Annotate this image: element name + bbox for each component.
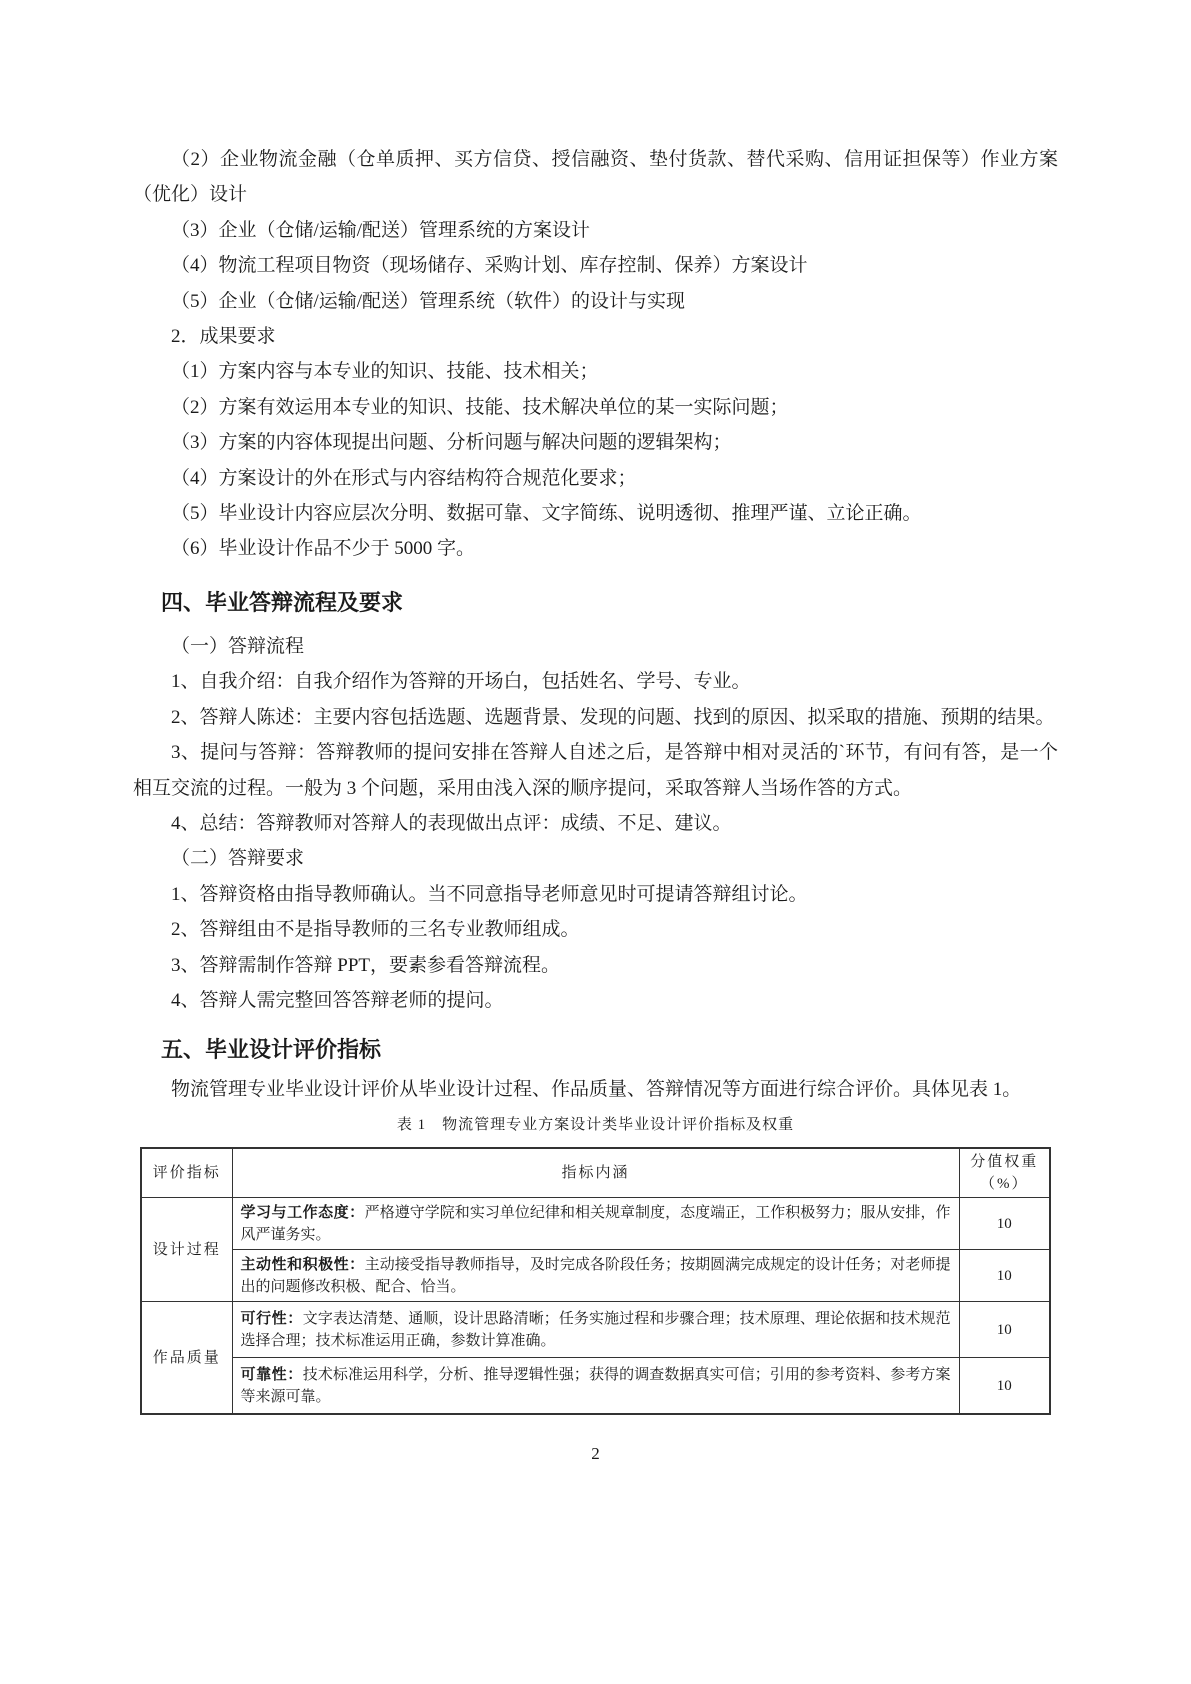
paragraph: 4、总结：答辩教师对答辩人的表现做出点评：成绩、不足、建议。 [171,812,732,834]
indicator-text: 主动接受指导教师指导，及时完成各阶段任务；按期圆满完成规定的设计任务；对老师提出的问题修改积极、配合、恰当。 [240,1256,951,1295]
section-heading-four: 四、毕业答辩流程及要求 [161,589,404,615]
table-header-row [141,1148,1050,1198]
paragraph: （4）物流工程项目物资（现场储存、采购计划、库存控制、保养）方案设计 [171,255,808,277]
table-cell-weight: 10 [959,1302,1050,1358]
table-cell-weight: 10 [959,1250,1050,1302]
table-cell-weight: 10 [959,1358,1050,1414]
paragraph: （一）答辩流程 [171,635,305,657]
document-content [133,142,1058,1466]
table-header-content: 指标内涵 [232,1148,959,1198]
paragraph: 4、答辩人需完整回答答辩老师的提问。 [171,989,504,1011]
paragraph: （3）企业（仓储/运输/配送）管理系统的方案设计 [171,219,591,241]
table-row [141,1358,1050,1414]
paragraph: 1、自我介绍：自我介绍作为答辩的开场白，包括姓名、学号、专业。 [171,671,751,693]
paragraph: 2．成果要求 [171,326,276,348]
table-header-weight [959,1148,1050,1198]
paragraph: （5）毕业设计内容应层次分明、数据可靠、文字简练、说明透彻、推理严谨、立论正确。 [171,503,922,525]
table-cell-indicator [232,1358,959,1414]
paragraph: 1、答辩资格由指导教师确认。当不同意指导老师意见时可提请答辩组讨论。 [171,883,808,905]
paragraph: （4）方案设计的外在形式与内容结构符合规范化要求； [171,467,637,489]
evaluation-table [140,1147,1051,1415]
paragraph: 2、答辩人陈述：主要内容包括选题、选题背景、发现的问题、找到的原因、拟采取的措施、预期的结果。 [171,706,1055,728]
indicator-label: 可行性： [240,1309,303,1327]
table-cell-indicator [232,1302,959,1358]
table-header-weight-line2: （%） [980,1176,1029,1192]
paragraph: （2）企业物流金融（仓单质押、买方信贷、授信融资、垫付货款、替代采购、信用证担保等）作业方案（优化）设计 [133,149,1058,206]
table-caption: 表 1 物流管理专业方案设计类毕业设计评价指标及权重 [396,1116,795,1133]
indicator-label: 主动性和积极性： [240,1255,365,1273]
table-cell-indicator [232,1250,959,1302]
table-cell-weight: 10 [959,1198,1050,1250]
paragraph: （1）方案内容与本专业的知识、技能、技术相关； [171,361,599,383]
paragraph: 物流管理专业毕业设计评价从毕业设计过程、作品质量、答辩情况等方面进行综合评价。具体见表 1。 [171,1079,1022,1101]
section-heading-five: 五、毕业设计评价指标 [161,1037,382,1063]
table-group-work-quality: 作品质量 [141,1302,232,1414]
paragraph: （6）毕业设计作品不少于 5000 字。 [171,538,476,560]
indicator-label: 学习与工作态度： [240,1203,365,1221]
table-cell-indicator [232,1198,959,1250]
table-header-criteria: 评价指标 [141,1148,232,1198]
paragraph: 3、提问与答辩：答辩教师的提问安排在答辩人自述之后，是答辩中相对灵活的`环节，有问有答，是一个相互交流的过程。一般为 3 个问题，采用由浅入深的顺序提问，采取答辩人当场作答的方式。 [133,742,1058,799]
paragraph: （3）方案的内容体现提出问题、分析问题与解决问题的逻辑架构； [171,432,732,454]
paragraph: （5）企业（仓储/运输/配送）管理系统（软件）的设计与实现 [171,290,686,312]
table-row [141,1302,1050,1358]
indicator-text: 技术标准运用科学，分析、推导逻辑性强；获得的调查数据真实可信；引用的参考资料、参考方案等来源可靠。 [240,1366,951,1405]
table-row [141,1250,1050,1302]
table-header-weight-line1: 分值权重 [970,1154,1039,1170]
paragraph: （二）答辩要求 [171,848,305,870]
page-number: 2 [591,1443,600,1463]
table-row [141,1198,1050,1250]
paragraph: （2）方案有效运用本专业的知识、技能、技术解决单位的某一实际问题； [171,396,789,418]
indicator-text: 严格遵守学院和实习单位纪律和相关规章制度，态度端正，工作积极努力；服从安排，作风严谨务实。 [240,1204,951,1243]
table-group-design-process: 设计过程 [141,1198,232,1302]
paragraph: 2、答辩组由不是指导教师的三名专业教师组成。 [171,919,580,941]
indicator-label: 可靠性： [240,1365,303,1383]
indicator-text: 文字表达清楚、通顺，设计思路清晰；任务实施过程和步骤合理；技术原理、理论依据和技术规范选择合理；技术标准运用正确，参数计算准确。 [240,1310,951,1349]
paragraph: 3、答辩需制作答辩 PPT，要素参看答辩流程。 [171,954,560,976]
